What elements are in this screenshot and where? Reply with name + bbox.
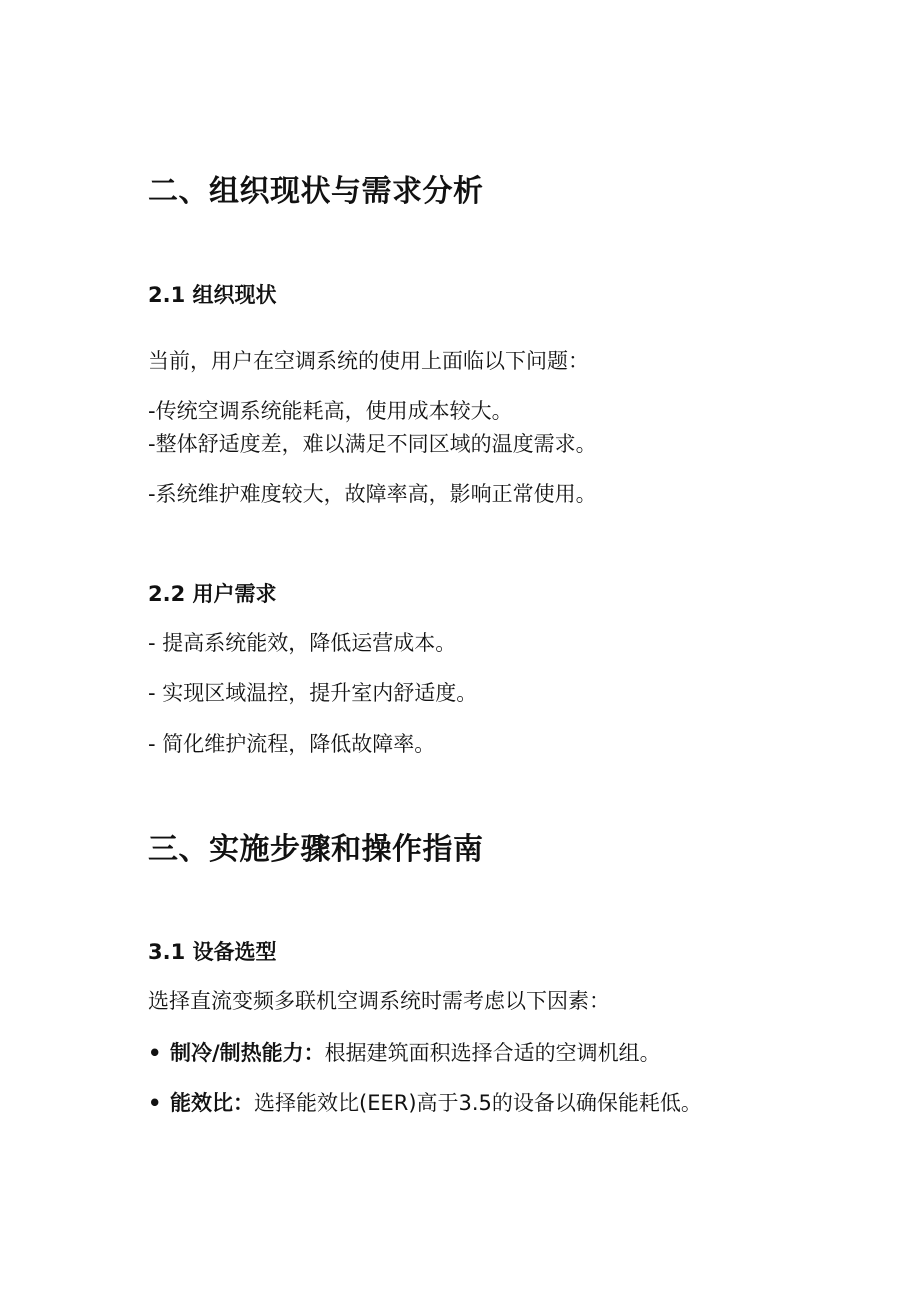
section-3-heading: 三、实施步骤和操作指南 (148, 832, 484, 867)
subsection-2-1-heading: 2.1 组织现状 (148, 283, 277, 307)
issue-item: -传统空调系统能耗高，使用成本较大。 (148, 399, 513, 423)
requirement-item: - 提高系统能效，降低运营成本。 (148, 631, 457, 655)
bullet-icon: • (148, 1091, 162, 1115)
requirement-item: - 实现区域温控，提升室内舒适度。 (148, 681, 478, 705)
issue-item: -系统维护难度较大，故障率高，影响正常使用。 (148, 482, 597, 506)
subsection-3-1-heading: 3.1 设备选型 (148, 940, 277, 964)
bullet-text: 选择能效比(EER)高于3.5的设备以确保能耗低。 (254, 1091, 702, 1115)
bullet-text: 根据建筑面积选择合适的空调机组。 (324, 1041, 661, 1065)
bullet-icon: • (148, 1041, 162, 1065)
section-2-heading: 二、组织现状与需求分析 (148, 174, 484, 209)
bullet-term: 能效比： (170, 1091, 254, 1115)
bullet-list-item (148, 1088, 702, 1118)
subsection-2-2-heading: 2.2 用户需求 (148, 582, 277, 606)
bullet-list-item (148, 1038, 661, 1068)
bullet-term: 制冷/制热能力： (170, 1041, 325, 1065)
selection-intro: 选择直流变频多联机空调系统时需考虑以下因素： (148, 989, 610, 1013)
current-state-intro: 当前，用户在空调系统的使用上面临以下问题： (148, 349, 589, 373)
issue-item: -整体舒适度差，难以满足不同区域的温度需求。 (148, 432, 597, 456)
requirement-item: - 简化维护流程，降低故障率。 (148, 732, 436, 756)
